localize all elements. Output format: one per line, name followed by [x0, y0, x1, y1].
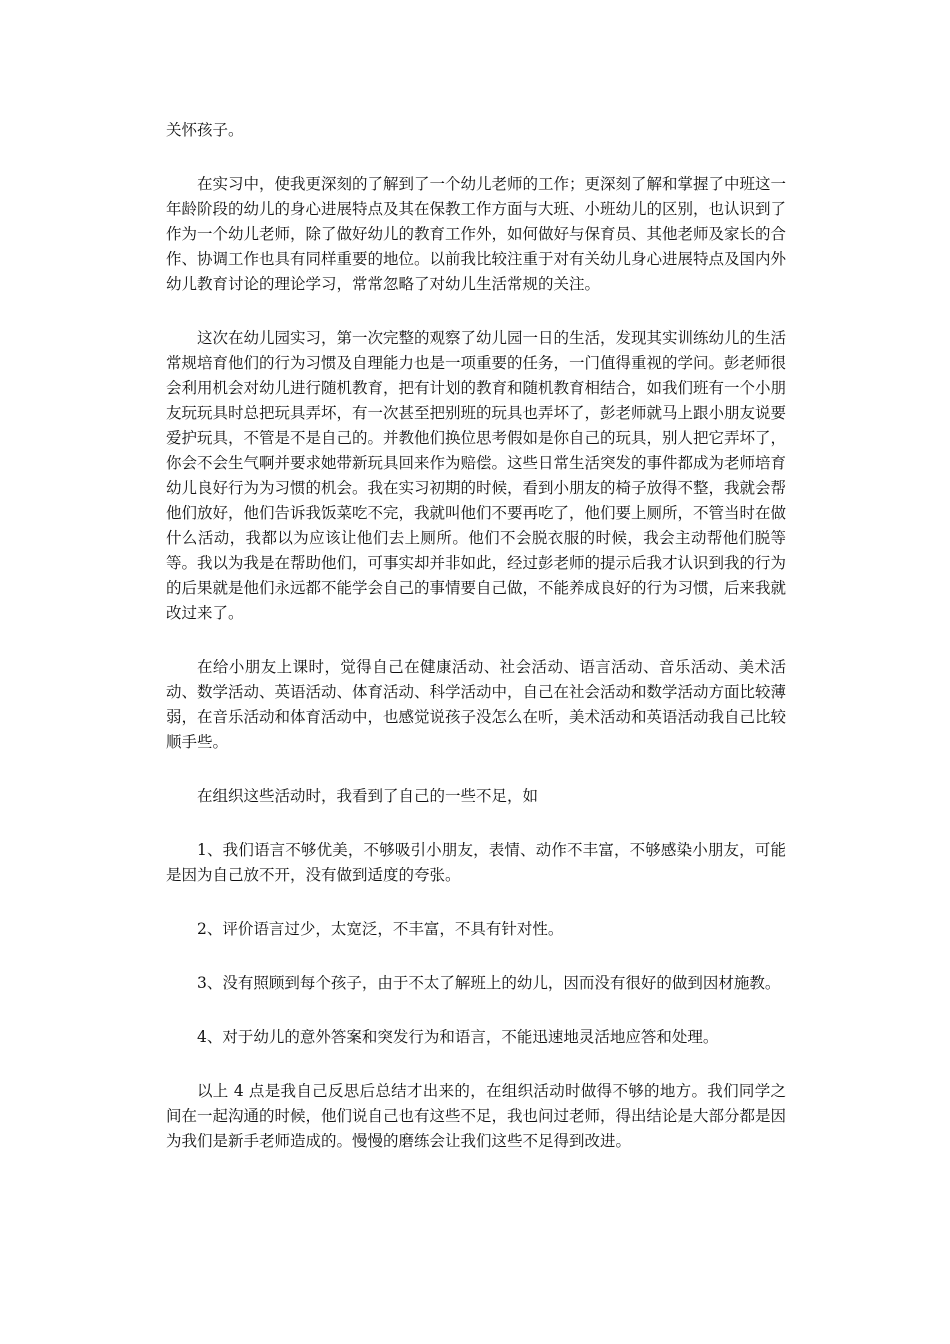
paragraph-shortcomings-intro: 在组织这些活动时，我看到了自己的一些不足，如 — [197, 787, 539, 805]
paragraph-continuation: 关怀孩子。 — [166, 121, 244, 139]
list-item-shortcoming-1: 1、我们语言不够优美，不够吸引小朋友，表情、动作不丰富，不够感染小朋友，可能是因为自己放不开，没有做到适度的夸张。 — [166, 841, 786, 884]
paragraph-daily-routine: 这次在幼儿园实习，第一次完整的观察了幼儿园一日的生活，发现其实训练幼儿的生活常规培育他们的行为习惯及自理能力也是一项重要的任务，一门值得重视的学问。彭老师很会利用机会对幼儿进行随机教育，把有计划的教育和随机教育相结合，如我们班有一个小朋友玩玩具时总把玩具弄坏，有一次甚至把别班的玩具也弄坏了，彭老师就马上跟小朋友说要爱护玩具，不管是不是自己的。并教他们换位思考假如是你自己的玩具，别人把它弄坏了，你会不会生气啊并要求她带新玩具回来作为赔偿。这些日常生活突发的事件都成为老师培育幼儿良好行为为习惯的机会。我在实习初期的时候，看到小朋友的椅子放得不整，我就会帮他们放好，他们告诉我饭菜吃不完，我就叫他们不要再吃了，他们要上厕所，不管当时在做什么活动，我都以为应该让他们去上厕所。他们不会脱衣服的时候，我会主动帮他们脱等等。我以为我是在帮助他们，可事实却并非如此，经过彭老师的提示后我才认识到我的行为的后果就是他们永远都不能学会自己的事情要自己做，不能养成良好的行为习惯，后来我就改过来了。 — [166, 329, 787, 622]
list-item-shortcoming-2: 2、评价语言过少，太宽泛，不丰富，不具有针对性。 — [197, 920, 564, 938]
list-item-shortcoming-4: 4、对于幼儿的意外答案和突发行为和语言，不能迅速地灵活地应答和处理。 — [197, 1028, 719, 1046]
paragraph-teaching-activities: 在给小朋友上课时，觉得自己在健康活动、社会活动、语言活动、音乐活动、美术活动、数学活动、英语活动、体育活动、科学活动中，自己在社会活动和数学活动方面比较薄弱，在音乐活动和体育活动中，也感觉说孩子没怎么在听，美术活动和英语活动我自己比较顺手些。 — [166, 658, 787, 751]
list-item-shortcoming-3: 3、没有照顾到每个孩子，由于不太了解班上的幼儿，因而没有很好的做到因材施教。 — [197, 974, 781, 992]
paragraph-summary: 以上 4 点是我自己反思后总结才出来的，在组织活动时做得不够的地方。我们同学之间在一起沟通的时候，他们说自己也有这些不足，我也问过老师，得出结论是大部分都是因为我们是新手老师造成的。慢慢的磨练会让我们这些不足得到改进。 — [166, 1082, 787, 1150]
paragraph-internship-understanding: 在实习中，使我更深刻的了解到了一个幼儿老师的工作；更深刻了解和掌握了中班这一年龄阶段的幼儿的身心进展特点及其在保教工作方面与大班、小班幼儿的区别，也认识到了作为一个幼儿老师，除了做好幼儿的教育工作外，如何做好与保育员、其他老师及家长的合作、协调工作也具有同样重要的地位。以前我比较注重于对有关幼儿身心进展特点及国内外幼儿教育讨论的理论学习，常常忽略了对幼儿生活常规的关注。 — [166, 175, 787, 293]
document-body — [166, 118, 786, 1183]
